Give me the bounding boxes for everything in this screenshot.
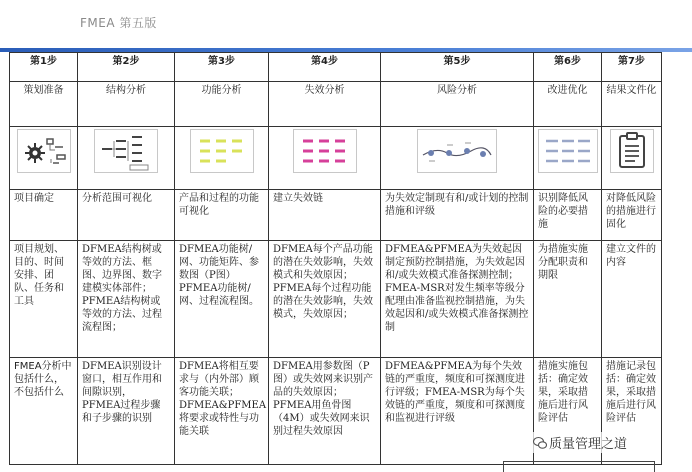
step-number-cell: 第3步 (175, 53, 269, 82)
step-name-row (10, 82, 662, 127)
step-number-cell: 第5步 (381, 53, 534, 82)
step-method-cell: DFMEA每个产品功能的潜在失效影响，失效模式和失效原因；PFMEA每个过程功能的潜在失效影响，失效模式，失效原因； (269, 241, 381, 358)
step-icon-cell (602, 127, 662, 190)
step-analysis-cell: 措施实施包括：确定效果，采取措施后进行风险评估 (534, 358, 602, 465)
step-method-cell: 为措施实施分配职责和期限 (534, 241, 602, 358)
step-number-cell: 第1步 (10, 53, 78, 82)
step-goal-cell: 为失效定制现有和/或计划的控制措施和评级 (381, 190, 534, 241)
step-analysis-cell: DFMEA将相互要求与（内外部）顾客功能关联；DFMEA&PFMEA将要求或特性与功能关联 (175, 358, 269, 465)
step-analysis-cell: DFMEA识别设计窗口，相互作用和间隙识别，PFMEA过程步骤和子步骤的识别 (78, 358, 175, 465)
step-name-cell: 风险分析 (381, 82, 534, 127)
step-icon-cell (175, 127, 269, 190)
clipboard-icon (610, 129, 654, 173)
step-name-cell: 策划准备 (10, 82, 78, 127)
function-matrix-icon (190, 129, 254, 173)
step-number-cell: 第2步 (78, 53, 175, 82)
step-name-cell: 结果文件化 (602, 82, 662, 127)
partial-box-outline (503, 461, 655, 472)
process-flow-icon (17, 129, 71, 173)
step-number-cell: 第4步 (269, 53, 381, 82)
step-name-cell: 改进优化 (534, 82, 602, 127)
step-icon-cell (381, 127, 534, 190)
step-icon-cell (534, 127, 602, 190)
source-watermark (530, 432, 630, 453)
step-goal-cell: 识别降低风险的必要措施 (534, 190, 602, 241)
step-icon-cell (269, 127, 381, 190)
step-number-cell: 第6步 (534, 53, 602, 82)
failure-chain-icon (293, 129, 357, 173)
step-goal-cell: 项目确定 (10, 190, 78, 241)
wechat-icon (533, 436, 547, 450)
structure-tree-icon (94, 129, 158, 173)
step-icon-row (10, 127, 662, 190)
step-analysis-cell: 措施记录包括：确定效果，采取措施后进行风险评估 (602, 358, 662, 465)
step-goal-row (10, 190, 662, 241)
step-name-cell: 失效分析 (269, 82, 381, 127)
step-icon-cell (78, 127, 175, 190)
step-analysis-cell: DFMEA&PFMEA为每个失效链的严重度，频度和可探测度进行评级；FMEA-MSR为每个失效链的严重度，频度和可探测度和监视进行评级 (381, 358, 534, 465)
step-icon-cell (10, 127, 78, 190)
step-analysis-cell: DFMEA用参数图（P图）或失效网来识别产品的失效原因；PFMEA用鱼骨图（4M）或失效网来识别过程失效原因 (269, 358, 381, 465)
step-number-cell: 第7步 (602, 53, 662, 82)
step-name-cell: 功能分析 (175, 82, 269, 127)
fmea-steps-table (9, 52, 662, 465)
step-goal-cell: 产品和过程的功能可视化 (175, 190, 269, 241)
risk-network-icon (417, 129, 497, 173)
step-method-row (10, 241, 662, 358)
step-method-cell: 项目规划、目的、时间安排、团队、任务和工具 (10, 241, 78, 358)
step-method-cell: DFMEA功能树/网、功能矩阵、参数图（P图）PFMEA功能树/网、过程流程图。 (175, 241, 269, 358)
step-method-cell: 建立文件的内容 (602, 241, 662, 358)
step-goal-cell: 对降低风险的措施进行固化 (602, 190, 662, 241)
watermark-text: 质量管理之道 (549, 437, 628, 452)
step-goal-cell: 分析范围可视化 (78, 190, 175, 241)
optimization-list-icon (538, 129, 598, 173)
document-header-title: FMEA 第五版 (80, 16, 157, 30)
step-method-cell: DFMEA&PFMEA为失效起因制定预防控制措施，为失效起因和/或失效模式准备探测控制；FMEA-MSR对发生频率等级分配理由准备监视控制措施，为失效起因和/或失效模式准备探测控制 (381, 241, 534, 358)
step-analysis-cell: FMEA分析中包括什么，不包括什么 (10, 358, 78, 465)
step-goal-cell: 建立失效链 (269, 190, 381, 241)
step-method-cell: DFMEA结构树或等效的方法、框图、边界图、数字建模实体部件；PFMEA结构树或等效的方法、过程流程图； (78, 241, 175, 358)
step-number-row (10, 53, 662, 82)
step-name-cell: 结构分析 (78, 82, 175, 127)
